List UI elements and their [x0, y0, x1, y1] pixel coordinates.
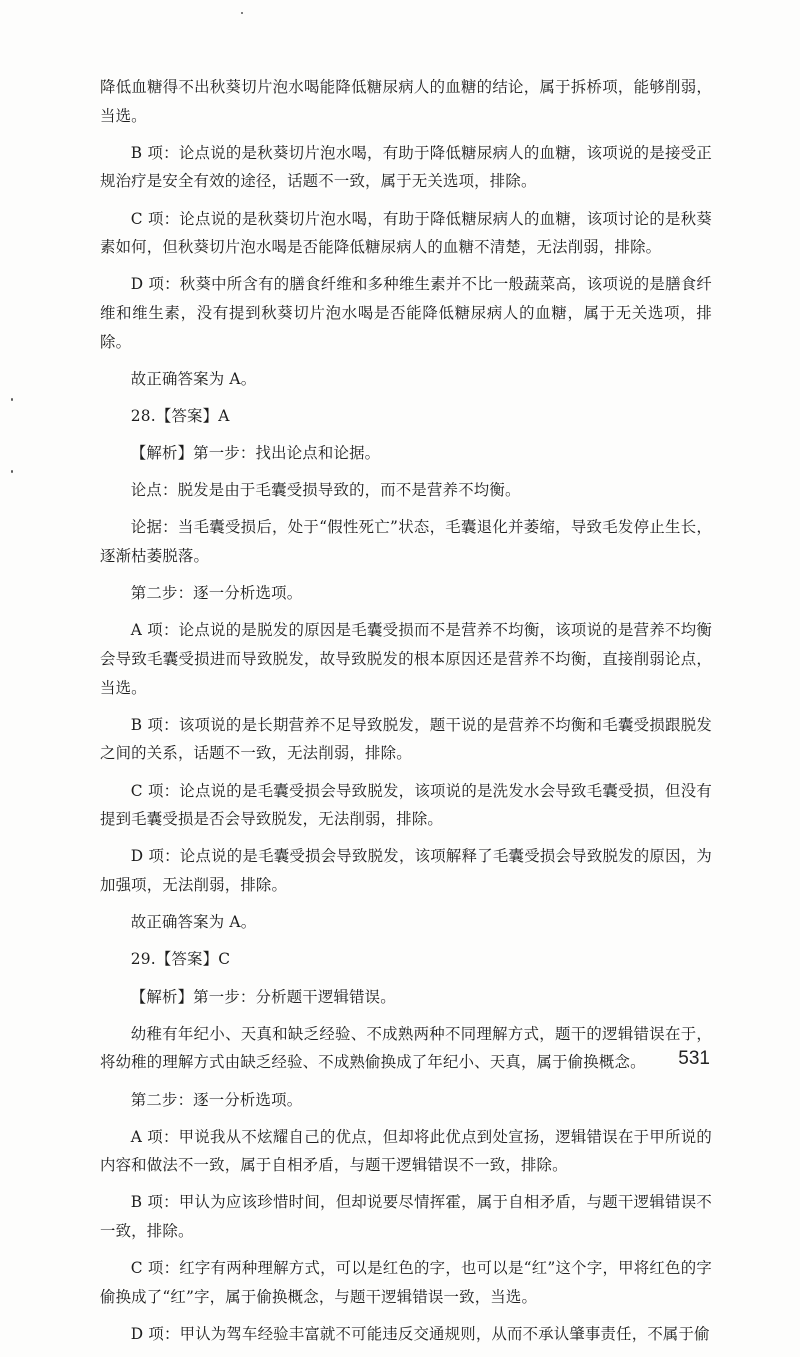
- body-paragraph: C 项：红字有两种理解方式，可以是红色的字，也可以是“红”这个字，甲将红色的字偷换成了“红”字，属于偷换概念，与题干逻辑错误一致，当选。: [100, 1259, 712, 1306]
- body-paragraph: D 项：甲认为驾车经验丰富就不可能违反交通规则，从而不承认肇事责任，不属于偷: [130, 1325, 710, 1344]
- body-paragraph: 故正确答案为 A。: [130, 913, 257, 932]
- page-number: 531: [678, 1048, 710, 1069]
- body-paragraph: 第二步：逐一分析选项。: [130, 584, 303, 603]
- body-paragraph: D 项：论点说的是毛囊受损会导致脱发，该项解释了毛囊受损会导致脱发的原因，为加强项，无法削弱，排除。: [100, 847, 712, 894]
- scan-dot: [11, 470, 13, 473]
- body-paragraph: 论据：当毛囊受损后，处于“假性死亡”状态，毛囊退化并萎缩，导致毛发停止生长，逐渐枯萎脱落。: [100, 518, 712, 566]
- body-paragraph: B 项：论点说的是秋葵切片泡水喝，有助于降低糖尿病人的血糖，该项说的是接受正规治疗是安全有效的途径，话题不一致，属于无关选项，排除。: [100, 143, 712, 191]
- analysis-heading: 【解析】第一步：分析题干逻辑错误。: [130, 987, 396, 1006]
- body-paragraph: C 项：论点说的是秋葵切片泡水喝，有助于降低糖尿病人的血糖，该项讨论的是秋葵素如何，但秋葵切片泡水喝是否能降低糖尿病人的血糖不清楚，无法削弱，排除。: [100, 209, 712, 257]
- body-paragraph: 论点：脱发是由于毛囊受损导致的，而不是营养不均衡。: [130, 481, 521, 500]
- body-paragraph: B 项：甲认为应该珍惜时间，但却说要尽情挥霍，属于自相矛盾，与题干逻辑错误不一致，排除。: [100, 1193, 712, 1241]
- body-paragraph: B 项：该项说的是长期营养不足导致脱发，题干说的是营养不均衡和毛囊受损跟脱发之间的关系，话题不一致，无法削弱，排除。: [100, 715, 712, 763]
- document-page: [100, 73, 712, 1357]
- body-paragraph: D 项：秋葵中所含有的膳食纤维和多种维生素并不比一般蔬菜高，该项说的是膳食纤维和维生素，没有提到秋葵切片泡水喝是否能降低糖尿病人的血糖，属于无关选项，排除。: [100, 275, 712, 351]
- body-paragraph: C 项：论点说的是毛囊受损会导致脱发，该项说的是洗发水会导致毛囊受损，但没有提到毛囊受损是否会导致脱发，无法削弱，排除。: [100, 781, 712, 829]
- body-paragraph: 第二步：逐一分析选项。: [130, 1090, 303, 1109]
- answer-heading: 28.【答案】A: [130, 406, 230, 425]
- scan-dot: [241, 12, 243, 14]
- scan-dot: [11, 398, 13, 401]
- continued-paragraph: 降低血糖得不出秋葵切片泡水喝能降低糖尿病人的血糖的结论，属于拆桥项，能够削弱，当选。: [100, 78, 712, 125]
- body-paragraph: A 项：甲说我从不炫耀自己的优点，但却将此优点到处宣扬，逻辑错误在于甲所说的内容和做法不一致，属于自相矛盾，与题干逻辑错误不一致，排除。: [100, 1127, 712, 1175]
- analysis-heading: 【解析】第一步：找出论点和论据。: [130, 444, 381, 463]
- answer-heading: 29.【答案】C: [130, 950, 231, 969]
- body-paragraph: A 项：论点说的是脱发的原因是毛囊受损而不是营养不均衡，该项说的是营养不均衡会导致毛囊受损进而导致脱发，故导致脱发的根本原因还是营养不均衡，直接削弱论点，当选。: [100, 621, 712, 697]
- body-paragraph: 故正确答案为 A。: [130, 369, 257, 388]
- body-paragraph: 幼稚有年纪小、天真和缺乏经验、不成熟两种不同理解方式，题干的逻辑错误在于，将幼稚的理解方式由缺乏经验、不成熟偷换成了年纪小、天真，属于偷换概念。: [100, 1024, 712, 1072]
